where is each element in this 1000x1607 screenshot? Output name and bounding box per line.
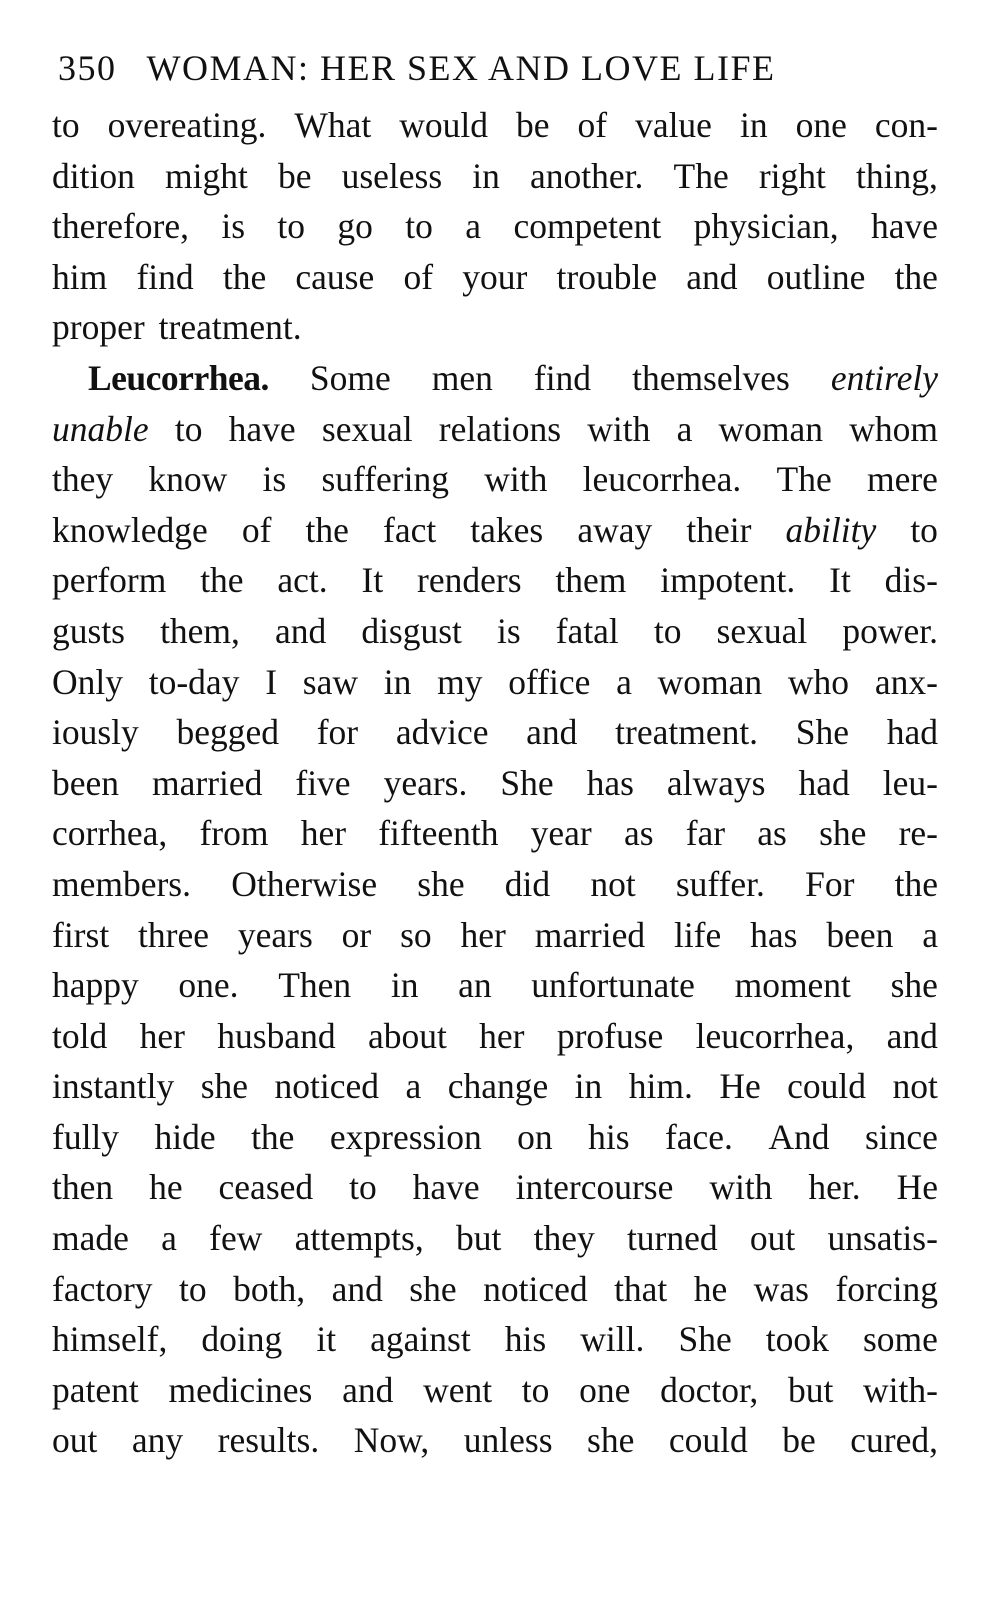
word: they [52,459,114,500]
text-line [52,151,938,202]
word: to [179,1268,207,1309]
word: made [52,1218,129,1259]
word: him [52,256,108,297]
word: your [462,256,528,297]
word: Then [278,965,352,1006]
word: to [349,1167,377,1208]
word: an [458,965,492,1006]
word: be [277,155,312,196]
word: He [896,1167,938,1208]
word: and [342,1369,394,1410]
word: the [222,256,267,297]
word: competent [513,206,662,247]
word: renders [417,560,522,601]
word: as [757,813,787,854]
word: of [403,256,434,297]
word: treatment. [615,712,759,753]
word: out [749,1218,796,1259]
word: has [750,914,798,955]
text-line [52,302,938,353]
word: doing [201,1319,283,1360]
word: will. [580,1319,645,1360]
word: cause [295,256,375,297]
text-line [52,1011,938,1062]
word: in [739,105,768,145]
word: could [668,1420,748,1461]
word: con- [874,105,938,145]
word: or [341,914,372,955]
word: Some [309,357,391,398]
word: them [555,560,627,601]
word: her [139,1015,185,1056]
word: to [405,206,433,247]
word: iously [52,712,139,753]
word: hide [154,1116,216,1157]
word: takes [470,509,544,550]
word: fifteenth [378,813,499,854]
word: to [910,509,938,550]
word: might [164,155,248,196]
text-line [52,100,938,151]
word: him. [628,1066,693,1107]
word: but [787,1369,834,1410]
text-line [52,1365,938,1416]
word: the [200,560,244,601]
word: himself, [52,1319,168,1360]
word: one [795,105,847,145]
text-line [52,353,938,404]
word: therefore, [52,206,189,247]
word: that [614,1268,668,1309]
word: he [149,1167,183,1208]
word: to [174,408,203,449]
emphasis-word: entirely [830,357,938,398]
word: a [616,661,632,702]
word: life [673,914,722,955]
word: to [653,610,682,651]
word: noticed [274,1066,380,1107]
word: the [305,509,349,550]
word: The [776,459,832,500]
word: in [390,965,419,1006]
word: re- [898,813,938,854]
text-line [52,1162,938,1213]
word: to [521,1369,550,1410]
word: treatment. [158,307,302,348]
word: some [862,1319,938,1360]
word: his [504,1319,547,1360]
word: it [316,1319,337,1360]
word: always [666,762,766,803]
word: she [587,1420,635,1461]
word: and [331,1268,383,1309]
word: leucorrhea. [582,459,742,500]
word: have [228,408,296,449]
word: of [577,105,608,145]
word: It [829,560,851,601]
run-in-heading: Leucorrhea. [88,357,269,398]
word: both, [233,1268,306,1309]
text-line [52,1112,938,1163]
word: she [200,1066,249,1107]
word: knowledge [52,509,208,550]
word: them, [160,610,240,651]
word: perform [52,560,167,601]
word: proper [52,307,145,348]
word: thing, [856,155,938,196]
word: She [678,1319,732,1360]
word: gusts [52,610,125,651]
word: unless [463,1420,553,1461]
word: would [399,105,488,145]
word: married [152,762,263,803]
word: power. [842,610,938,651]
paragraph-overeating [52,100,938,353]
word: her [479,1015,525,1056]
word: is [262,459,287,500]
word: had [886,712,938,753]
word: results. [217,1420,320,1461]
word: one [579,1369,631,1410]
word: act. [277,560,328,601]
text-line [52,505,938,556]
word: forcing [835,1268,938,1309]
word: be [515,105,550,145]
word: years [237,914,313,955]
word: doctor, [660,1369,759,1410]
word: and [886,1015,938,1056]
word: saw [302,661,358,702]
word: she [819,813,867,854]
word: she [409,1268,457,1309]
text-line [52,454,938,505]
word: change [447,1066,549,1107]
text-line [52,1061,938,1112]
text-line [52,960,938,1011]
word: with [587,408,651,449]
book-page [52,38,938,1466]
text-line [52,606,938,657]
word: a [405,1066,422,1107]
word: sexual [321,408,413,449]
word: noticed [483,1268,588,1309]
word: since [864,1116,938,1157]
word: with [484,459,548,500]
word: turned [626,1218,718,1259]
text-line [52,404,938,455]
word: to [52,105,80,145]
word: a [465,206,482,247]
word: go [337,206,373,247]
word: value [635,105,712,145]
word: so [400,914,432,955]
word: husband [217,1015,336,1056]
word: I [265,661,278,702]
word: and [274,610,327,651]
word: any [131,1420,184,1461]
word: was [753,1268,809,1309]
word: the [251,1116,295,1157]
running-head [52,38,938,98]
word: moment [734,965,851,1006]
word: She [500,762,554,803]
text-line [52,1415,938,1466]
word: not [590,863,636,904]
word: far [685,813,726,854]
word: It [361,560,384,601]
word: members. [52,863,192,904]
word: happy [52,965,139,1006]
word: suffering [321,459,449,500]
word: Otherwise [231,863,378,904]
word: fatal [555,610,619,651]
text-line [52,910,938,961]
word: For [805,863,855,904]
page-number: 350 [58,48,117,88]
word: physician, [693,206,839,247]
word: Now, [353,1420,430,1461]
word: a [161,1218,177,1259]
word: suffer. [675,863,765,904]
word: in [574,1066,603,1107]
word: and [526,712,578,753]
word: to [277,206,306,247]
word: woman [657,661,763,702]
word: is [496,610,521,651]
word: for [316,712,359,753]
word: been [52,762,120,803]
word: but [455,1218,502,1259]
word: another. [530,155,644,196]
word: office [508,661,591,702]
paragraph-leucorrhea-continued [52,555,938,1466]
word: unsatis- [827,1218,938,1259]
word: his [588,1116,630,1157]
word: dition [52,155,135,196]
word: cured, [850,1420,938,1461]
word: impotent. [660,560,796,601]
word: She [795,712,850,753]
word: she [417,863,465,904]
word: could [787,1066,867,1107]
word: from [199,813,269,854]
word: leu- [882,762,938,803]
word: fact [383,509,437,550]
text-line [52,252,938,303]
word: intercourse [515,1167,674,1208]
word: he [693,1268,728,1309]
word: did [504,863,551,904]
text-line [52,555,938,606]
word: she [890,965,938,1006]
word: woman [718,408,824,449]
word: not [892,1066,938,1107]
word: then [52,1167,114,1208]
text-line [52,758,938,809]
word: took [765,1319,829,1360]
word: three [138,914,209,955]
word: went [423,1369,493,1410]
word: against [370,1319,471,1360]
text-line [52,1264,938,1315]
word: the [894,863,938,904]
word: mere [866,459,938,500]
word: they [533,1218,595,1259]
word: on [517,1116,553,1157]
word: have [870,206,938,247]
word: had [798,762,850,803]
paragraph-leucorrhea [52,353,938,1466]
text-line [52,1314,938,1365]
word: away [577,509,653,550]
word: told [52,1015,108,1056]
word: a [676,408,693,449]
word: right [758,155,826,196]
text-line [52,657,938,708]
word: and [686,256,738,297]
word: factory [52,1268,153,1309]
word: patent [52,1369,139,1410]
word: profuse [556,1015,664,1056]
word: to-day [148,661,240,702]
word: her. [808,1167,861,1208]
word: The [673,155,729,196]
word: He [719,1066,761,1107]
text-line [52,808,938,859]
word: the [894,256,938,297]
word: attempts, [294,1218,424,1259]
word: in [383,661,412,702]
word: instantly [52,1066,175,1107]
word: married [534,914,646,955]
word: fully [52,1116,120,1157]
word: trouble [556,256,658,297]
word: What [294,105,372,145]
word: year [530,813,592,854]
word: face. [664,1116,733,1157]
word: themselves [632,357,790,398]
word: relations [438,408,562,449]
word: outline [766,256,866,297]
word: corrhea, [52,813,168,854]
text-line [52,1213,938,1264]
word: unfortunate [531,965,695,1006]
word: useless [341,155,443,196]
text-line [52,859,938,910]
word: whom [849,408,938,449]
word: with- [863,1369,938,1410]
word: expression [329,1116,482,1157]
word: their [686,509,752,550]
word: advice [395,712,489,753]
word: overeating. [107,105,267,145]
word: my [437,661,483,702]
word: out [52,1420,98,1461]
word: begged [176,712,280,753]
word: anx- [874,661,938,702]
text-line [52,201,938,252]
word: ceased [218,1167,314,1208]
word: be [782,1420,816,1461]
word: first [52,914,110,955]
word: is [221,206,246,247]
word: five [295,762,351,803]
word: a [922,914,938,955]
word: about [367,1015,447,1056]
word: disgust [361,610,462,651]
word: as [623,813,654,854]
word: sexual [716,610,808,651]
word: dis- [884,560,938,601]
word: find [533,357,592,398]
word: in [472,155,500,196]
word: And [768,1116,830,1157]
text-line [52,707,938,758]
word: few [209,1218,263,1259]
word: medicines [168,1369,313,1410]
word: her [300,813,347,854]
word: one. [178,965,239,1006]
word: men [431,357,493,398]
word: know [148,459,228,500]
word: find [136,256,194,297]
word: have [412,1167,480,1208]
emphasis-word: unable [52,408,149,449]
running-title: WOMAN: HER SEX AND LOVE LIFE [146,48,776,88]
word: of [241,509,272,550]
word: years. [383,762,468,803]
word: who [787,661,850,702]
word: been [826,914,894,955]
word: with [709,1167,773,1208]
word: Only [52,661,123,702]
word: leucorrhea, [695,1015,855,1056]
word: has [586,762,634,803]
word: her [460,914,506,955]
emphasis-word: ability [785,509,877,550]
